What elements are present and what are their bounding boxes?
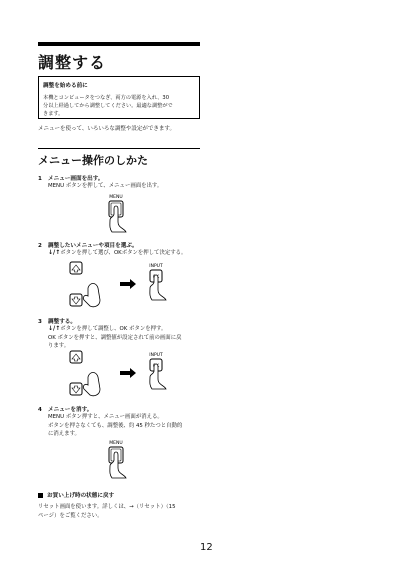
step-2-text	[48, 249, 206, 258]
page-number: 12	[200, 542, 213, 553]
menu-button-figure	[100, 438, 132, 484]
note-line: 分以上経過してから調整してください。最適な調整がで	[43, 103, 173, 109]
down-up-arrow-icon: ↓/↑	[48, 249, 61, 256]
step-number: 4	[38, 407, 42, 413]
right-arrow-icon	[120, 279, 136, 289]
figure-label: INPUT	[149, 264, 163, 269]
down-up-arrow-icon: ↓/↑	[48, 325, 61, 332]
note-title: 調整を始める前に	[43, 83, 88, 89]
pointing-hand-icon	[83, 284, 100, 307]
step-4-text	[48, 413, 206, 439]
step-4-heading	[38, 405, 92, 413]
step-line: ↓/↑ボタンを押して調整し、OK ボタンを押す。	[48, 325, 167, 332]
note-body	[43, 94, 195, 118]
step-title: 調整する。	[48, 319, 76, 325]
step-title: 調整したいメニューや項目を選ぶ。	[48, 243, 138, 249]
page-title: 調整する	[38, 53, 107, 72]
figure-label: MENU	[109, 195, 123, 200]
step-line: MENU ボタン押すと、メニュー画面が消える。	[48, 414, 163, 420]
figure-label: INPUT	[149, 353, 163, 358]
step-1-heading	[38, 174, 104, 182]
step-title: メニューを消す。	[48, 407, 93, 413]
step-number: 1	[38, 176, 42, 182]
step-number: 3	[38, 319, 42, 325]
reset-text	[38, 503, 206, 520]
pointing-hand-icon	[83, 373, 100, 396]
section-title: メニュー操作のしかた	[38, 154, 148, 167]
menu-button-figure	[100, 192, 132, 236]
step-line: ボタンを押さなくても、調整後、約 45 秒たつと自動的	[48, 422, 183, 429]
top-rule	[38, 42, 200, 46]
right-arrow-icon	[120, 368, 136, 378]
adjust-buttons-figure	[66, 349, 176, 409]
step-2-heading	[38, 241, 138, 249]
intro-text: メニューを使って、いろいろな調整や設定ができます。	[38, 126, 175, 132]
step-3-heading	[38, 317, 76, 325]
step-line: ります。	[48, 343, 70, 350]
note-box	[38, 76, 200, 119]
step-line: に消えます。	[48, 431, 80, 438]
step-line: ↓/↑ボタンを押して選び、OKボタンを押して決定する。	[48, 249, 187, 256]
step-3-text	[48, 325, 206, 351]
step-number: 2	[38, 243, 42, 249]
reset-line: リセット画面を使います。詳しくは、→（リセット）（15	[38, 504, 176, 510]
step-1-text	[48, 182, 206, 191]
reset-title: お買い上げ時の状態に戻す	[47, 493, 115, 499]
figure-label: MENU	[109, 441, 123, 446]
reset-heading	[38, 491, 114, 499]
note-line: きます。	[43, 111, 64, 117]
reset-line: ページ）をご覧ください。	[38, 512, 103, 519]
section-rule	[38, 148, 200, 149]
select-buttons-figure	[66, 260, 176, 320]
step-line: MENU ボタンを押して、メニュー画面を出す。	[48, 183, 163, 189]
square-bullet-icon	[38, 493, 43, 498]
step-title: メニュー画面を出す。	[48, 176, 104, 182]
note-line: 本機とコンピュータをつなぎ、両方の電源を入れ、30	[43, 95, 170, 101]
step-line: OK ボタンを押すと、調整値が設定されて前の画面に戻	[48, 334, 182, 341]
